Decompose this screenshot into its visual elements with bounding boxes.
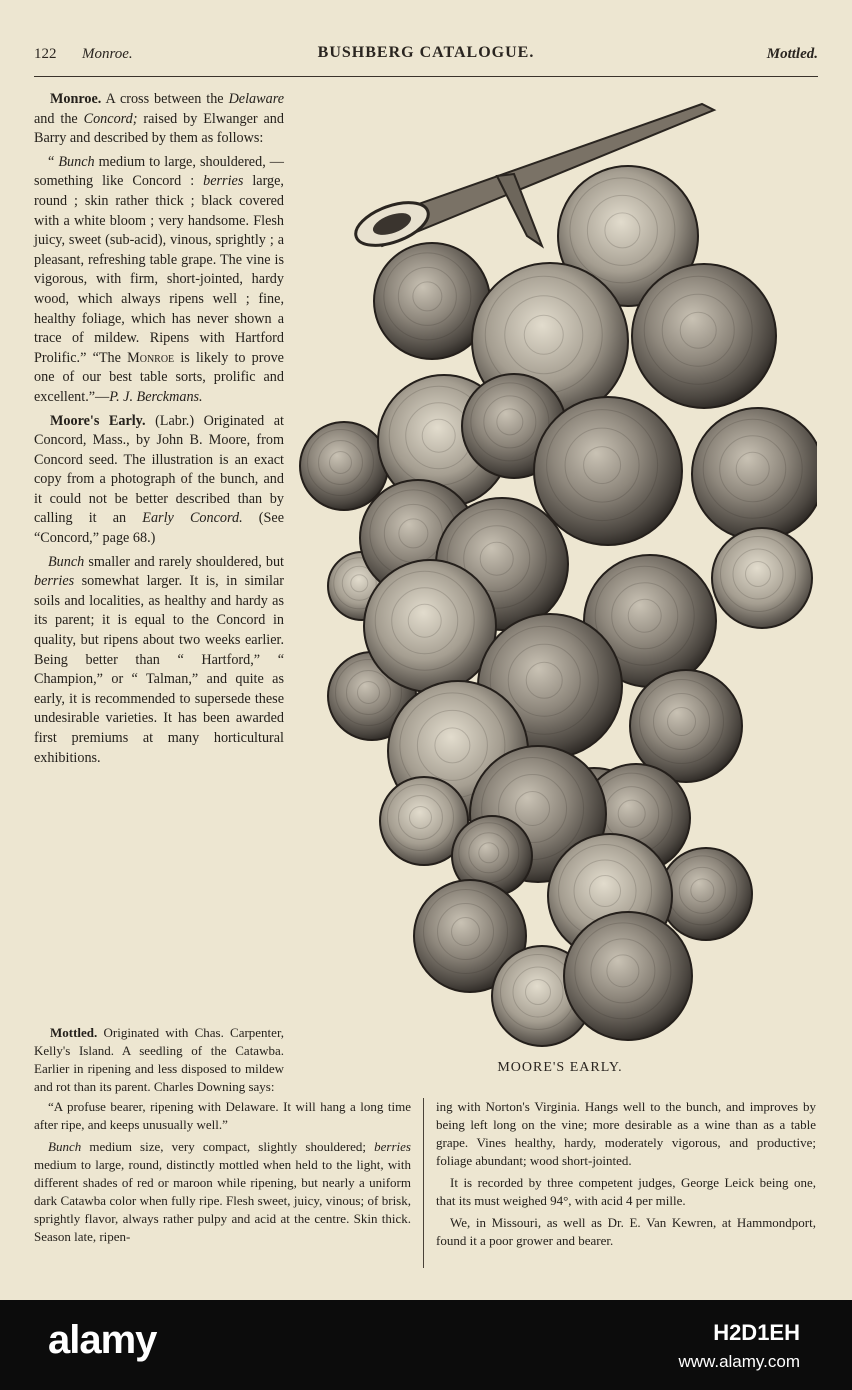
- mottled-right-p1: ing with Norton's Virginia. Hangs well to the bunch, and improves by being left long on the vine; more desirable as a wine than as a table grape. Vines healthy, hardy, moderately vigorous, and productive; foliage abundant; wood short-jointed.: [436, 1099, 816, 1168]
- illustration-caption: MOORE'S EARLY.: [497, 1060, 623, 1075]
- column-divider: [423, 1098, 424, 1268]
- mottled-intro: [34, 1024, 284, 1100]
- header-rule: [34, 76, 818, 77]
- moores-text-a: Originated at Concord, Mass., by John B. Moore, from Concord seed. The illustration is an exact copy from a photograph of the bunch, and it could not be better described than by calling it an: [34, 412, 284, 527]
- monroe-quote: [34, 153, 284, 408]
- mottled-left-column: [34, 1098, 411, 1250]
- monroe-text-c: raised by Elwanger and Barry and described by them as follows:: [34, 110, 284, 147]
- mottled-right-p3: We, in Missouri, as well as Dr. E. Van Kewren, at Hammondport, found it a poor grower and bearer.: [436, 1215, 816, 1248]
- moores-description: [34, 553, 284, 769]
- grape-bunch-illustration: [292, 96, 817, 1056]
- mottled-desc-a: medium size, very compact, slightly shouldered;: [81, 1139, 375, 1154]
- monroe-attribution: P. J. Berckmans.: [109, 388, 203, 405]
- mottled-quote: “A profuse bearer, ripening with Delaware. It will hang a long time after ripe, and keeps unusually well.”: [34, 1099, 411, 1132]
- moores-desc-a: smaller and rarely shouldered, but: [84, 553, 284, 570]
- mottled-description: [34, 1138, 411, 1246]
- mottled-right-column: [436, 1098, 816, 1254]
- moores-berries: berries: [34, 573, 75, 590]
- site-url: www.alamy.com: [678, 1352, 800, 1371]
- grape-berry: [660, 848, 752, 940]
- header-right-word: Mottled.: [766, 46, 818, 62]
- moores-title: Moore's Early.: [50, 412, 146, 429]
- mottled-berries: berries: [374, 1139, 411, 1154]
- monroe-quote-open: “: [48, 153, 59, 170]
- left-column: [34, 90, 284, 772]
- page-header: [34, 40, 818, 68]
- mottled-bunch: Bunch: [48, 1139, 82, 1154]
- monroe-berries: berries: [203, 173, 244, 190]
- monroe-entry: [34, 90, 284, 149]
- grape-berry: [364, 560, 496, 692]
- monroe-small-caps: Monroe: [127, 349, 175, 366]
- moores-labr: (Labr.): [155, 412, 195, 429]
- monroe-bunch: Bunch: [58, 153, 95, 170]
- grape-berry: [564, 912, 692, 1040]
- moores-entry: [34, 412, 284, 549]
- alamy-logo: alamy: [48, 1318, 157, 1362]
- grape-berries: [300, 166, 817, 1046]
- moores-text-b: (See “Concord,” page 68.): [34, 510, 284, 547]
- mottled-intro-paragraph: [34, 1024, 284, 1096]
- moores-bunch: Bunch: [48, 553, 85, 570]
- grape-berry: [534, 397, 682, 545]
- monroe-title: Monroe.: [50, 91, 102, 107]
- mottled-title: Mottled.: [50, 1025, 98, 1040]
- page-title: BUSHBERG CATALOGUE.: [317, 44, 535, 61]
- image-code: H2D1EH: [713, 1320, 800, 1345]
- mottled-desc-b: medium to large, round, distinctly mottled when held to the light, with different shades of red or maroon while ripening, but nearly a uniform dark Catawba color when fully ripe. Flesh sweet, juicy, vinous; of brisk, sprightly flavor, always rather pulpy and acid at the centre. Skin thick. Season late, ripen-: [34, 1157, 411, 1244]
- monroe-delaware: Delaware: [228, 91, 284, 107]
- monroe-text-b: and the: [34, 110, 84, 127]
- monroe-text-a: A cross between the: [101, 91, 229, 107]
- stock-footer: [0, 1300, 852, 1390]
- grape-berry: [712, 528, 812, 628]
- mottled-intro-text: Originated with Chas. Carpenter, Kelly's Island. A seedling of the Catawba. Earlier in ripening and less disposed to mildew and rot than its parent. Charles Downing says:: [34, 1025, 284, 1094]
- monroe-quote-a: medium to large, shouldered, — something like Concord :: [34, 153, 284, 190]
- moores-desc-b: somewhat larger. It is, in similar soils and localities, as healthy and hardy as its parent; it is equal to the Concord in quality, but ripens about two weeks earlier. Being better than “ Hartford,” “ Champion,” or “ Talman,” and quite as early, it is recommended to supersede these undesirable varieties. It has been awarded first premiums at many horticultural exhibitions.: [34, 573, 284, 766]
- monroe-quote-b: large, round ; skin rather thick ; black covered with a white bloom ; very handsome. Flesh juicy, sweet (sub-acid), vinous, sprightly ; a pleasant, refreshing table grape. The vine is vigorous, with firm, short-jointed, hardy wood, which always ripens well ; fine, healthy foliage, which has never shown a trace of mildew. Ripens with Hartford Prolific.” “The: [34, 173, 284, 366]
- header-left-word: Monroe.: [82, 46, 133, 62]
- page-number: 122: [34, 46, 57, 62]
- monroe-quote-c: is likely to prove one of our best table sorts, prolific and excellent.”—: [34, 349, 284, 405]
- grape-berry: [632, 264, 776, 408]
- moores-early-concord: Early Concord.: [142, 510, 243, 527]
- grape-berry: [692, 408, 817, 540]
- mottled-right-p2: It is recorded by three competent judges, George Leick being one, that its must weighed 94°, with acid 4 per mille.: [436, 1175, 816, 1208]
- monroe-concord: Concord;: [83, 110, 138, 127]
- grape-berry: [300, 422, 388, 510]
